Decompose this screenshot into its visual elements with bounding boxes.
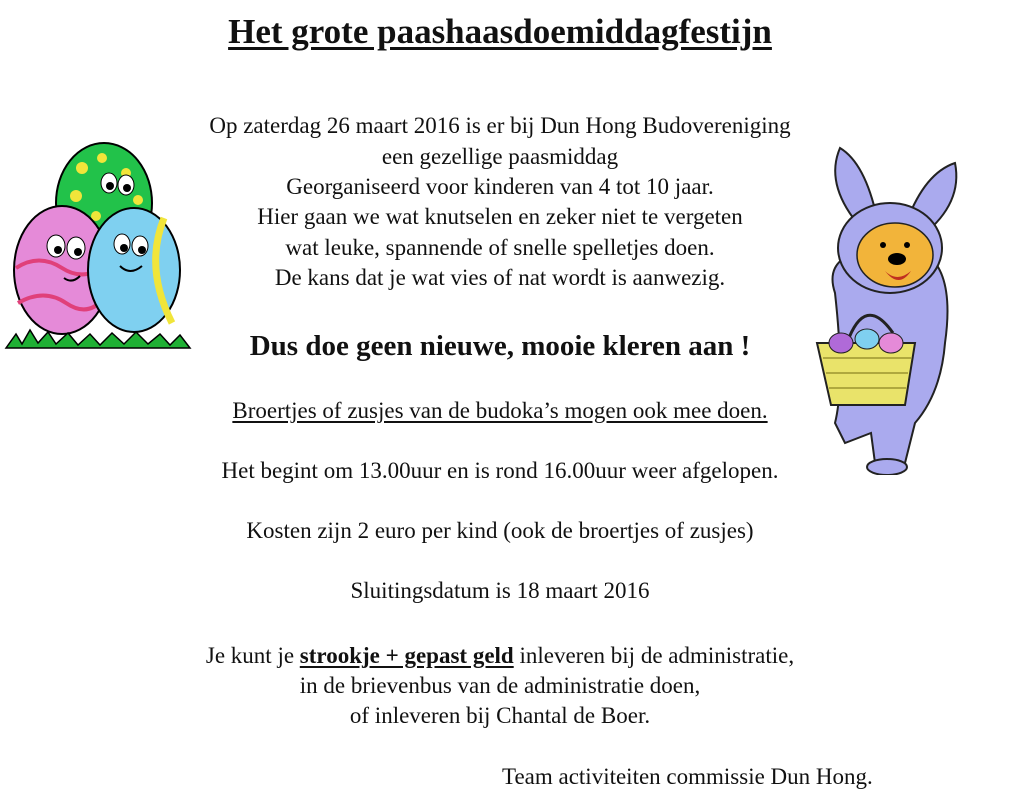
siblings-text: Broertjes of zusjes van de budoka’s mogen ook mee doen.: [232, 398, 768, 423]
submit-line-2: in de brievenbus van de administratie doen,: [299, 673, 701, 698]
intro-line-2: een gezellige paasmiddag: [381, 144, 619, 169]
intro-line-5: wat leuke, spannende of snelle spelletjes doen.: [285, 235, 715, 260]
clothing-warning: Dus doe geen nieuwe, mooie kleren aan !: [249, 330, 751, 362]
page-title: Het grote paashaasdoemiddagfestijn: [228, 12, 772, 51]
time-info: Het begint om 13.00uur en is rond 16.00uur weer afgelopen.: [221, 458, 779, 483]
easter-eggs-illustration: [4, 138, 194, 353]
submit-line-1: [0, 643, 1000, 669]
intro-line-4: Hier gaan we wat knutselen en zeker niet te vergeten: [257, 204, 743, 229]
intro-line-3: Georganiseerd voor kinderen van 4 tot 10 jaar.: [286, 174, 714, 199]
submit-suffix: inleveren bij de administratie,: [513, 643, 795, 668]
bunny-bear-illustration: [795, 143, 967, 475]
signature: Team activiteiten commissie Dun Hong.: [502, 764, 873, 789]
intro-line-1: Op zaterdag 26 maart 2016 is er bij Dun Hong Budovereniging: [209, 113, 791, 138]
blue-egg: [88, 208, 180, 332]
deadline-info: Sluitingsdatum is 18 maart 2016: [350, 578, 650, 603]
intro-line-6: De kans dat je wat vies of nat wordt is aanwezig.: [274, 265, 726, 290]
submit-emphasis: strookje + gepast geld: [299, 643, 514, 668]
submit-prefix: Je kunt je: [205, 643, 300, 668]
grass: [6, 330, 190, 348]
submit-line-3: of inleveren bij Chantal de Boer.: [349, 703, 651, 728]
cost-info: Kosten zijn 2 euro per kind (ook de broertjes of zusjes): [246, 518, 754, 543]
